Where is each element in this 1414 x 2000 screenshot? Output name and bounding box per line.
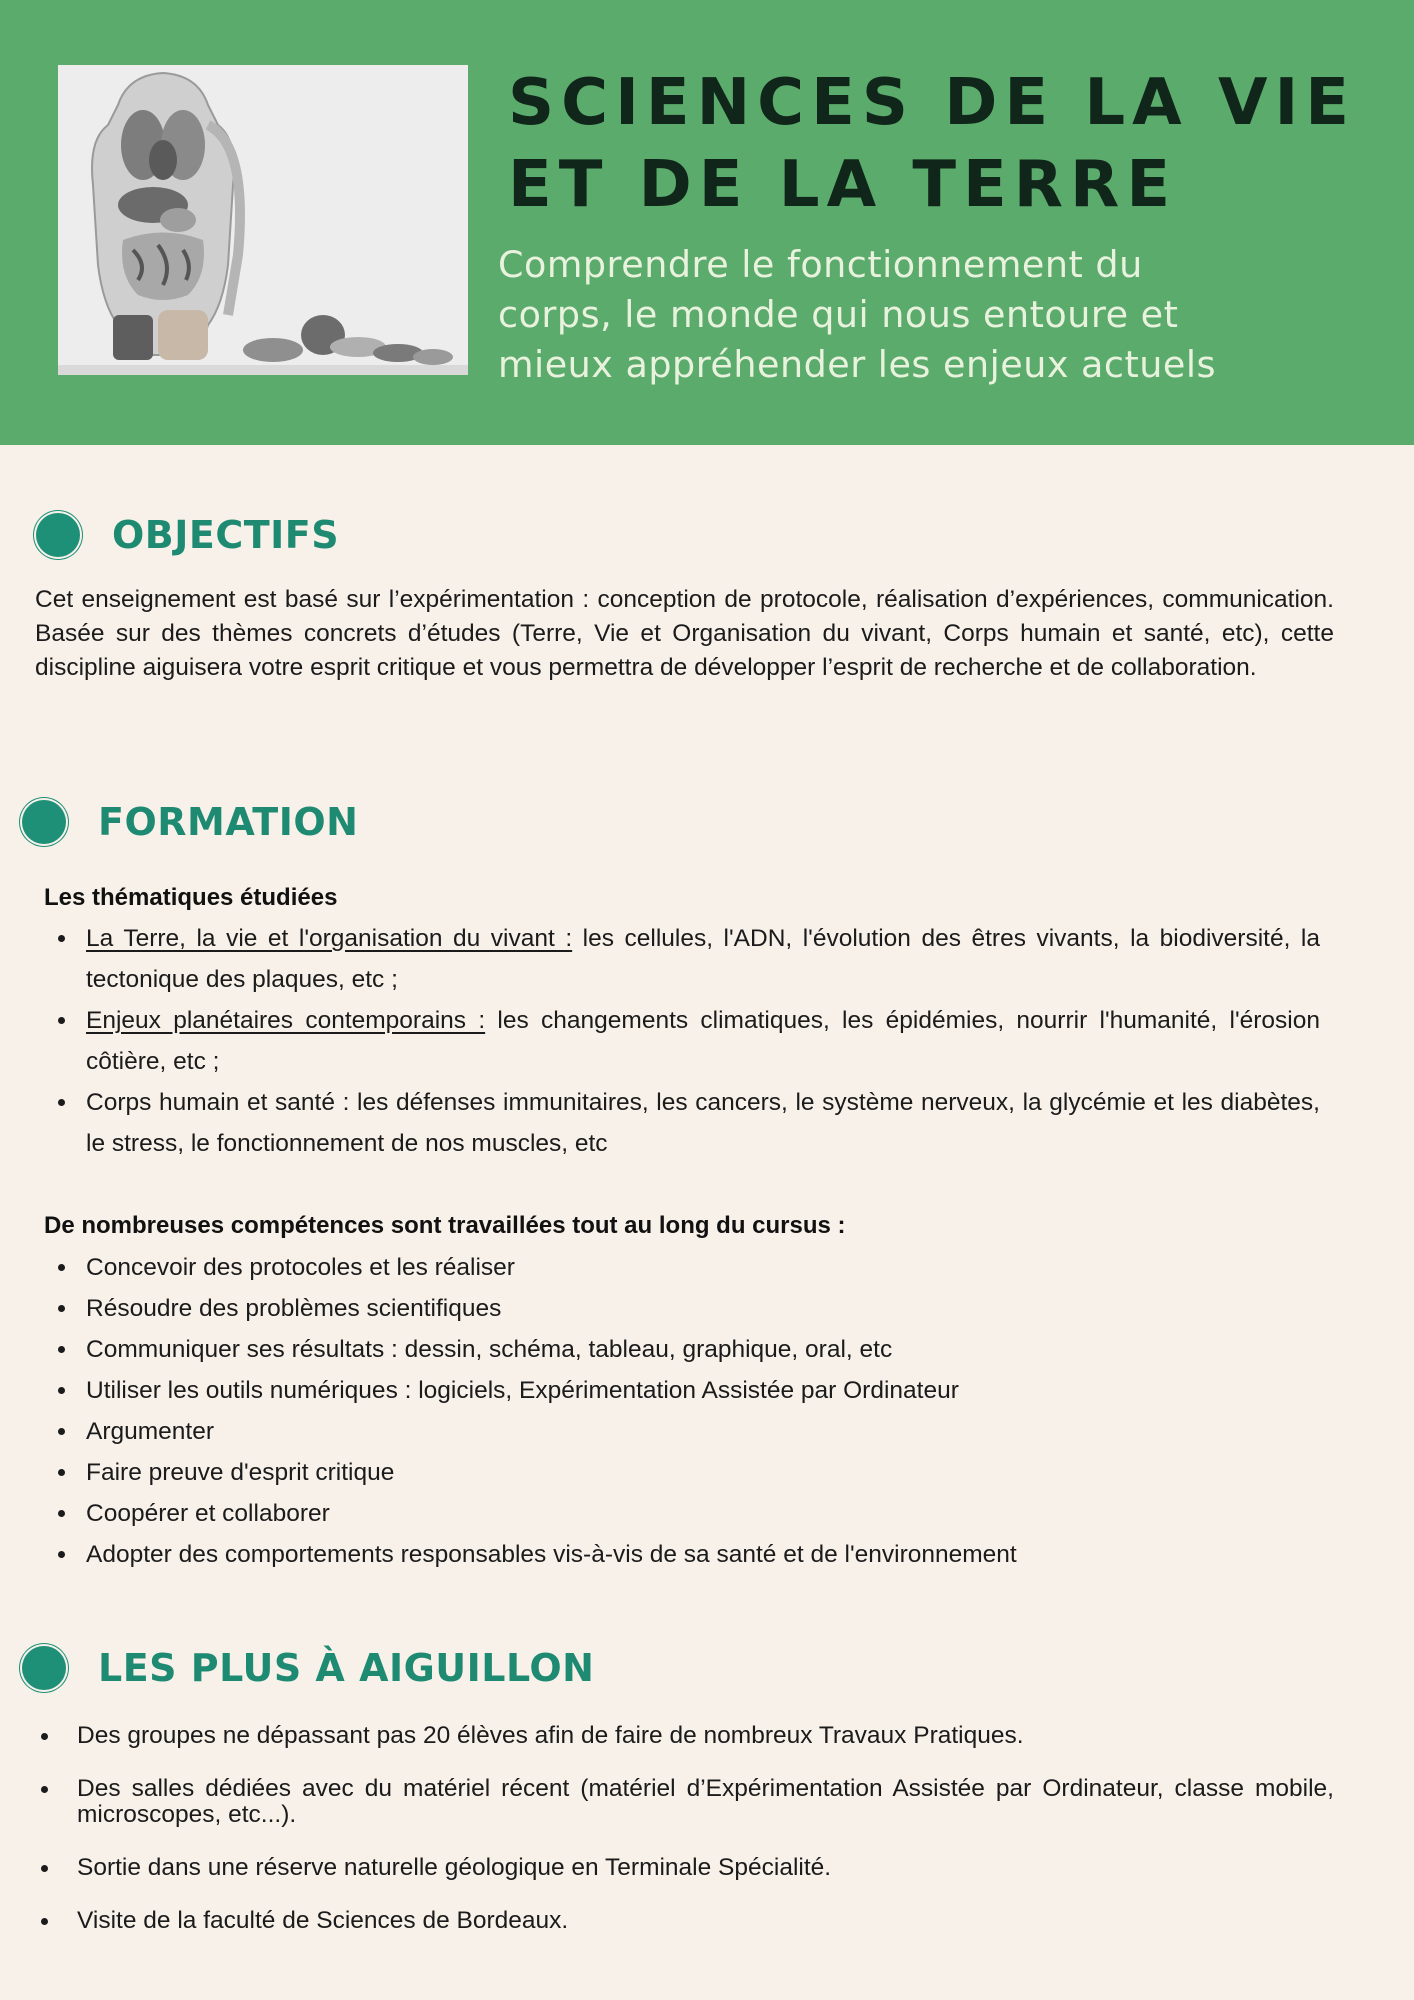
theme-label: La Terre, la vie et l'organisation du vivant :: [86, 925, 573, 952]
list-item: Des groupes ne dépassant pas 20 élèves afin de faire de nombreux Travaux Pratiques.: [35, 1723, 1334, 1749]
list-item: Résoudre des problèmes scientifiques: [44, 1288, 1320, 1329]
list-item: Faire preuve d'esprit critique: [44, 1452, 1320, 1493]
theme-text: les cellules, l'ADN, l'évolution des êtres vivants, la biodiversité, la tectonique des plaques, etc ;: [86, 925, 1320, 993]
bullet-circle-icon: [22, 1646, 66, 1690]
list-item: Sortie dans une réserve naturelle géologique en Terminale Spécialité.: [35, 1855, 1334, 1881]
subtitle-line-3: mieux appréhender les enjeux actuels: [498, 343, 1217, 386]
plus-list: [35, 1723, 1334, 1961]
section-title-formation: FORMATION: [98, 800, 359, 844]
section-formation-heading: [22, 800, 358, 844]
skills-heading: De nombreuses compétences sont travaillées tout au long du cursus :: [44, 1212, 846, 1239]
list-item: [44, 1082, 1320, 1164]
list-item: Utiliser les outils numériques : logiciels, Expérimentation Assistée par Ordinateur: [44, 1370, 1320, 1411]
list-item: Visite de la faculté de Sciences de Bordeaux.: [35, 1908, 1334, 1934]
list-item: Communiquer ses résultats : dessin, schéma, tableau, graphique, oral, etc: [44, 1329, 1320, 1370]
title-line-2: ET DE LA TERRE: [508, 148, 1178, 222]
theme-label: Enjeux planétaires contemporains :: [86, 1007, 486, 1034]
page-title: [508, 62, 1388, 226]
list-item: [44, 1000, 1320, 1082]
list-item: Adopter des comportements responsables vis-à-vis de sa santé et de l'environnement: [44, 1534, 1320, 1575]
list-item: Coopérer et collaborer: [44, 1493, 1320, 1534]
themes-list: [44, 918, 1320, 1164]
subtitle-line-1: Comprendre le fonctionnement du: [498, 243, 1143, 286]
title-line-1: SCIENCES DE LA VIE: [508, 66, 1356, 140]
bullet-circle-icon: [22, 800, 66, 844]
section-title-plus: LES PLUS À AIGUILLON: [98, 1646, 595, 1690]
theme-text: les changements climatiques, les épidémies, nourrir l'humanité, l'érosion côtière, etc ;: [86, 1007, 1320, 1075]
section-title-objectifs: OBJECTIFS: [112, 513, 340, 557]
header-banner: [0, 0, 1414, 445]
list-item: Concevoir des protocoles et les réaliser: [44, 1247, 1320, 1288]
section-plus-heading: [22, 1646, 595, 1690]
list-item: Des salles dédiées avec du matériel récent (matériel d’Expérimentation Assistée par Ordinateur, classe mobile, microscopes, etc...).: [35, 1776, 1334, 1828]
subtitle-line-2: corps, le monde qui nous entoure et: [498, 293, 1179, 336]
objectifs-text: Cet enseignement est basé sur l’expérimentation : conception de protocole, réalisation d’expériences, communication. Basée sur des thèmes concrets d’études (Terre, Vie et Organisation du vivant, Corps humain et santé, etc), cette discipline aiguisera votre esprit critique et vous permettra de développer l’esprit de recherche et de collaboration.: [35, 586, 1334, 681]
themes-heading: Les thématiques étudiées: [44, 884, 338, 911]
page-subtitle: [498, 240, 1398, 390]
list-item: [44, 918, 1320, 1000]
skills-list: [44, 1247, 1320, 1575]
anatomical-torso-model-icon: [58, 65, 468, 375]
section-objectifs-heading: [36, 513, 339, 557]
list-item: Argumenter: [44, 1411, 1320, 1452]
theme-text: Corps humain et santé : les défenses immunitaires, les cancers, le système nerveux, la glycémie et les diabètes, le stress, le fonctionnement de nos muscles, etc: [86, 1089, 1320, 1157]
bullet-circle-icon: [36, 513, 80, 557]
